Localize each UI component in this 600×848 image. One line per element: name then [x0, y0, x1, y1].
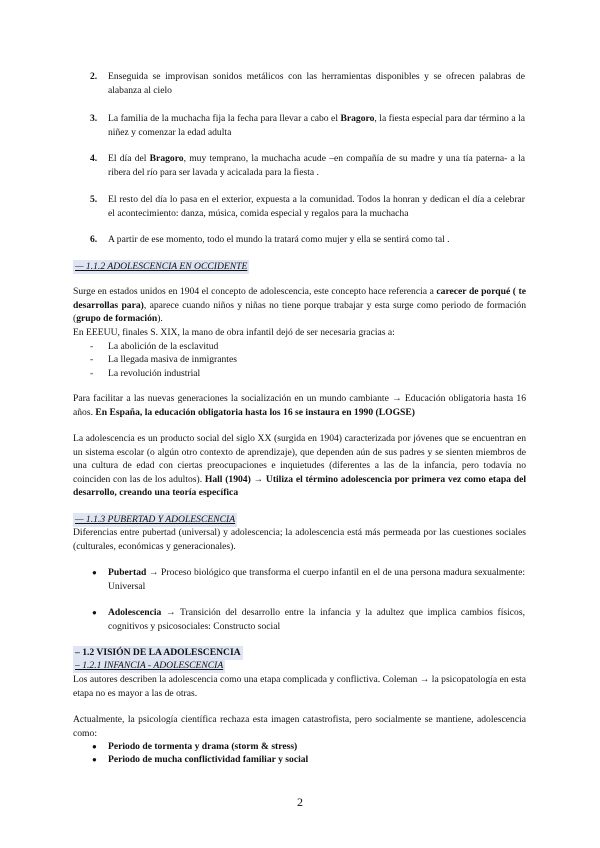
bullet-item: Pubertad → Proceso biológico que transforma el cuerpo infantil en el de una persona madura sexualmente: Universal — [108, 567, 525, 592]
page-number: 2 — [297, 795, 303, 809]
dash-item: La abolición de la esclavitud — [108, 341, 219, 352]
bullet-icon: ● — [92, 568, 97, 577]
list-item-text: A partir de ese momento, todo el mundo la tratará como mujer y ella se sentirá como tal . — [108, 234, 450, 245]
paragraph-diferencias: Diferencias entre pubertad (universal) y adolescencia; la adolescencia está más permeada por las cuestiones sociales (culturales, económicas y generacionales). — [73, 527, 526, 552]
bullet-icon: ● — [92, 742, 97, 751]
section-heading-pubertad: — 1.1.3 PUBERTAD Y ADOLESCENCIA — [75, 514, 236, 525]
paragraph-autores: Los autores describen la adolescencia como una etapa complicada y conflictiva. Coleman → la psicopatología en esta etapa no es mayor a las de otras. — [73, 674, 526, 699]
list-item-text: La familia de la muchacha fija la fecha para llevar a cabo el Bragoro, la fiesta especial para dar término a la niñez y comenzar la edad adulta — [108, 113, 525, 138]
paragraph-educacion: Para facilitar a las nuevas generaciones la socialización en un mundo cambiante → Educación obligatoria hasta 16 años. En España, la educación obligatoria hasta los 16 se instaura en 1990 (LOGSE) — [73, 393, 526, 418]
list-number: 3. — [90, 113, 98, 124]
list-item-text: Enseguida se improvisan sonidos metálicos con las herramientas disponibles y se ofrecen palabras de alabanza al cielo — [108, 71, 525, 96]
list-item-text: El día del Bragoro, muy temprano, la muchacha acude –en compañía de su madre y una tía paterna- a la ribera del río para ser lavada y acicalada para la fiesta . — [108, 153, 525, 178]
dash-marker: - — [90, 354, 94, 365]
section-heading-vision: – 1.2 VISIÓN DE LA ADOLESCENCIA — [75, 647, 241, 658]
dash-item: La revolución industrial — [108, 368, 201, 379]
paragraph-eeuu: En EEEUU, finales S. XIX, la mano de obra infantil dejó de ser necesaria gracias a: — [73, 327, 395, 338]
section-heading-occidente: — 1.1.2 ADOLESCENCIA EN OCCIDENTE — [75, 261, 248, 272]
dash-marker: - — [90, 368, 94, 379]
list-item-text: El resto del día lo pasa en el exterior, expuesta a la comunidad. Todos la honran y dedican el día a celebrar el acontecimiento: danza, música, comida especial y regalos para la muchacha — [108, 194, 525, 219]
section-heading-infancia: – 1.2.1 INFANCIA - ADOLESCENCIA — [75, 660, 224, 671]
bullet-icon: ● — [92, 755, 97, 764]
bullet-item: Periodo de mucha conflictividad familiar y social — [108, 754, 309, 765]
list-number: 2. — [90, 71, 98, 82]
list-number: 4. — [90, 153, 98, 164]
bullet-item: Periodo de tormenta y drama (storm & stress) — [108, 741, 298, 752]
bullet-item: Adolescencia → Transición del desarrollo entre la infancia y la adultez que implica cambios físicos, cognitivos y psicosociales: Constructo social — [108, 607, 525, 632]
dash-item: La llegada masiva de inmigrantes — [108, 354, 237, 365]
paragraph-actualmente: Actualmente, la psicología científica rechaza esta imagen catastrofista, pero socialmente se mantiene, adolescencia como: — [73, 714, 526, 739]
paragraph-origen: Surge en estados unidos en 1904 el concepto de adolescencia, este concepto hace referencia a carecer de porqué ( te desarrollas para), aparece cuando niños y niñas no tiene porque trabajar y esta surge como periodo de formación (grupo de formación). — [73, 286, 527, 324]
paragraph-producto-social: La adolescencia es un producto social del siglo XX (surgida en 1904) caracterizada por jóvenes que se encuentran en un sistema escolar (o algún otro contexto de aprendizaje), que dependen aún de sus padres y se sienten miembros de una cultura de edad con ciertas preocupaciones e inquietudes (diferentes a las de la infancia, pero todavía no coinciden con las de los adultos). Hall (1904) → Utiliza el término adolescencia por primera vez como etapa del desarrollo, creando una teoría específica — [73, 433, 526, 498]
list-number: 5. — [90, 194, 98, 205]
bullet-icon: ● — [92, 608, 97, 617]
list-number: 6. — [90, 234, 98, 245]
dash-marker: - — [90, 341, 94, 352]
